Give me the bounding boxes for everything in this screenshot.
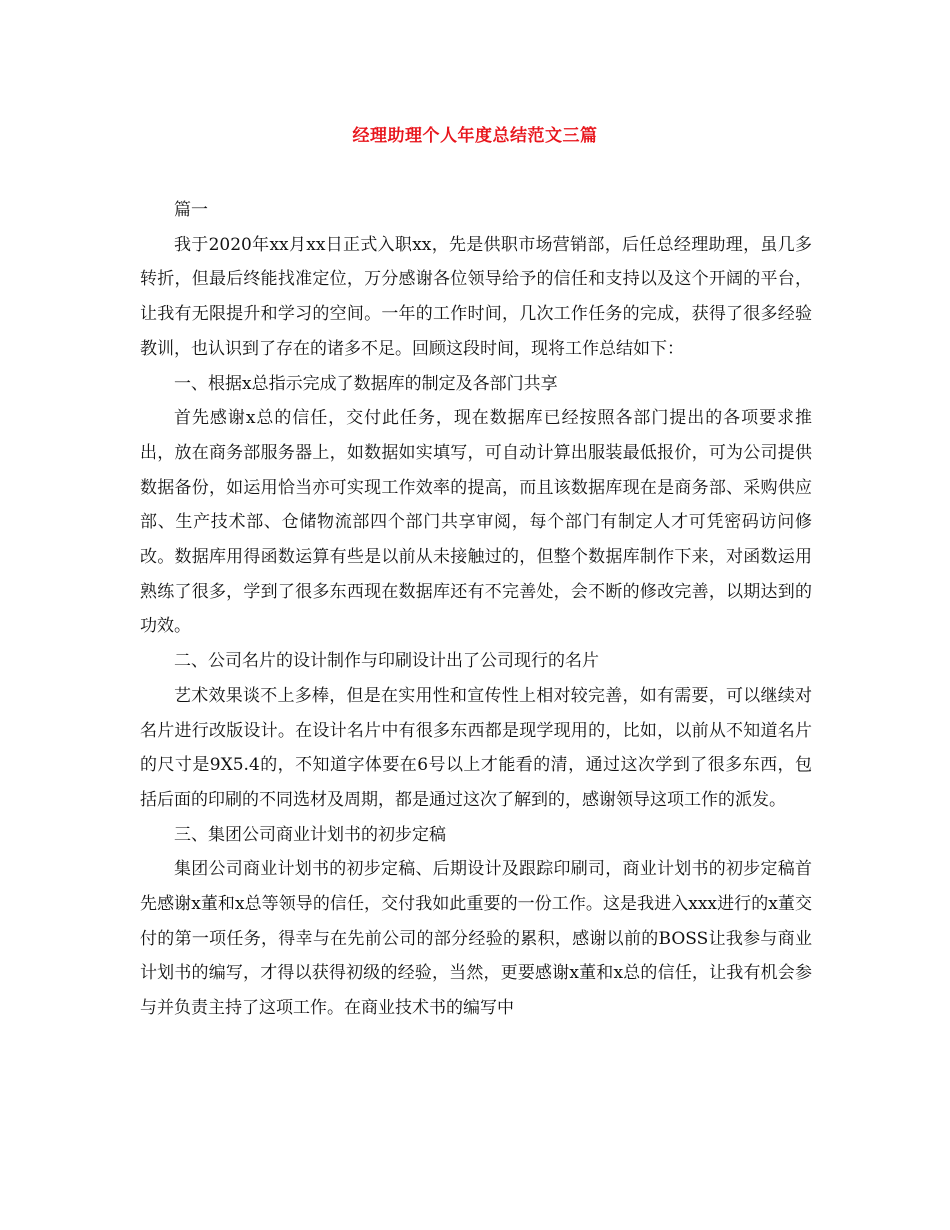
paragraph-heading-1: 一、根据x总指示完成了数据库的制定及各部门共享	[174, 373, 558, 394]
paragraph-body-3: 集团公司商业计划书的初步定稿、后期设计及跟踪印刷司，商业计划书的初步定稿首先感谢x董和x总等领导的信任，交付我如此重要的一份工作。这是我进入xxx进行的x董交付的第一项任务，得幸与在先前公司的部分经验的累积，感谢以前的BOSS让我参与商业计划书的编写，才得以获得初级的经验，当然，更要感谢x董和x总的信任，让我有机会参与并负责主持了这项工作。在商业技术书的编写中	[140, 859, 812, 1019]
document-body	[140, 193, 812, 1026]
document-title: 经理助理个人年度总结范文三篇	[352, 126, 598, 146]
paragraph-intro: 我于2020年xx月xx日正式入职xx，先是供职市场营销部，后任总经理助理，虽几多转折，但最后终能找准定位，万分感谢各位领导给予的信任和支持以及这个开阔的平台，让我有无限提升和学习的空间。一年的工作时间，几次工作任务的完成，获得了很多经验教训，也认识到了存在的诸多不足。回顾这段时间，现将工作总结如下：	[140, 234, 812, 359]
paragraph-body-1: 首先感谢x总的信任，交付此任务，现在数据库已经按照各部门提出的各项要求推出，放在商务部服务器上，如数据如实填写，可自动计算出服装最低报价，可为公司提供数据备份，如运用恰当亦可实现工作效率的提高，而且该数据库现在是商务部、采购供应部、生产技术部、仓储物流部四个部门共享审阅，每个部门有制定人才可凭密码访问修改。数据库用得函数运算有些是以前从未接触过的，但整个数据库制作下来，对函数运用熟练了很多，学到了很多东西现在数据库还有不完善处，会不断的修改完善，以期达到的功效。	[140, 408, 812, 637]
paragraph-body-2: 艺术效果谈不上多棒，但是在实用性和宣传性上相对较完善，如有需要，可以继续对名片进行改版设计。在设计名片中有很多东西都是现学现用的，比如，以前从不知道名片的尺寸是9X5.4的，不知道字体要在6号以上才能看的清，通过这次学到了很多东西，包括后面的印刷的不同选材及周期，都是通过这次了解到的，感谢领导这项工作的派发。	[140, 685, 812, 810]
paragraph-heading-3: 三、集团公司商业计划书的初步定稿	[174, 824, 446, 845]
paragraph-section-heading: 篇一	[174, 200, 208, 220]
paragraph-heading-2: 二、公司名片的设计制作与印刷设计出了公司现行的名片	[174, 651, 599, 672]
